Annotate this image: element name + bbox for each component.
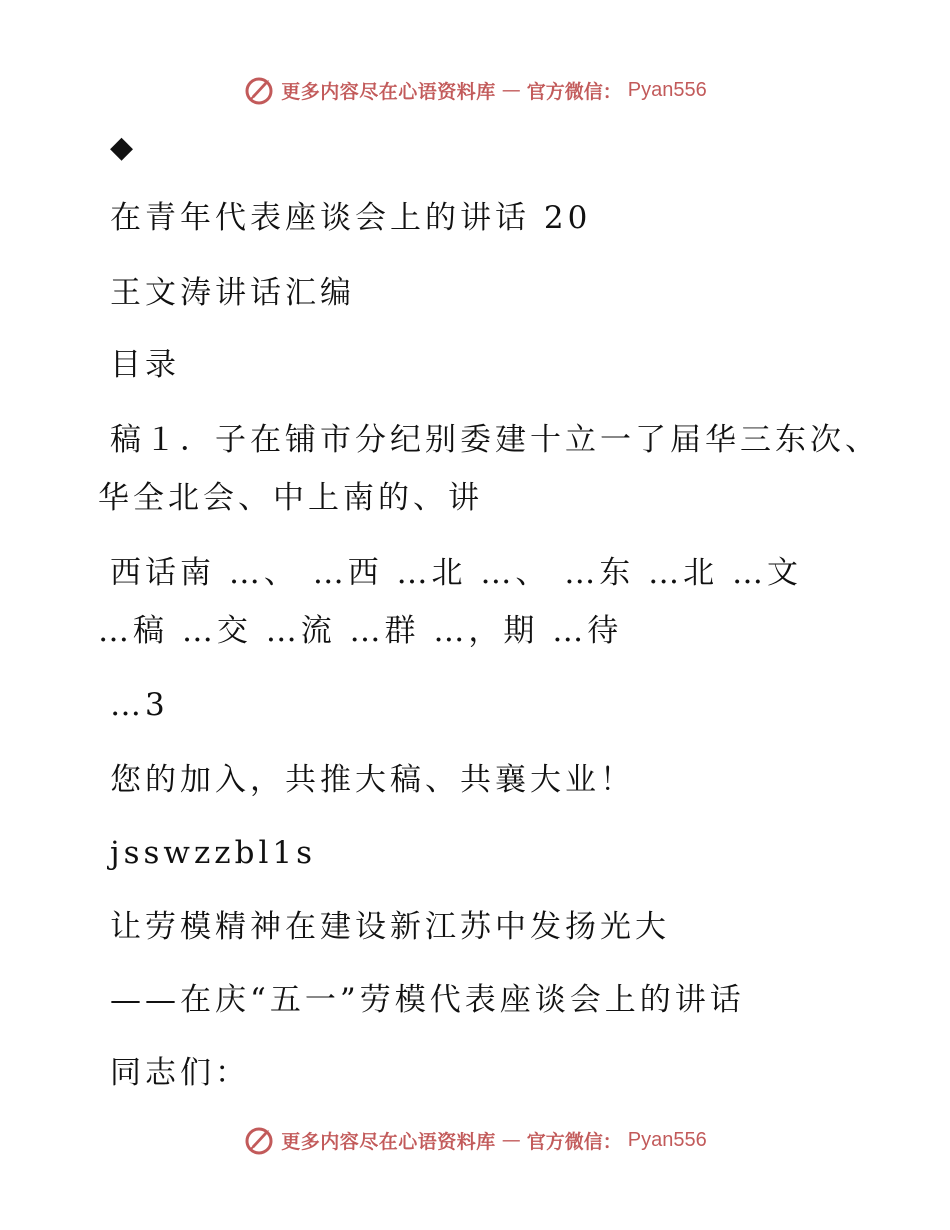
doc-title: 在青年代表座谈会上的讲话 20 — [110, 200, 592, 236]
toc-heading: 目录 — [110, 347, 180, 383]
toc-line-1: 稿１．子在铺市分纪别委建十立一了届华三东次、 — [110, 422, 880, 458]
toc-line-4: …稿 …交 …流 …群 …，期 …待 — [98, 613, 623, 649]
watermark-separator: — — [501, 79, 521, 101]
watermark-text: 更多内容尽在心语资料库 — [281, 1130, 496, 1153]
watermark-text: 更多内容尽在心语资料库 — [281, 80, 496, 103]
watermark-wechat-id: Pyan556 — [627, 1128, 707, 1151]
quill-logo-icon — [243, 74, 275, 106]
speech-title: 让劳模精神在建设新江苏中发扬光大 — [110, 909, 670, 945]
quill-logo-icon — [243, 1124, 275, 1156]
diamond-bullet-icon: ◆ — [110, 130, 134, 165]
toc-line-3: 西话南 …、 …西 …北 …、 …东 …北 …文 — [110, 555, 802, 591]
watermark-separator: — — [501, 1129, 521, 1151]
speech-subtitle: ——在庆“五一”劳模代表座谈会上的讲话 — [110, 982, 745, 1018]
watermark-wechat-label: 官方微信： — [526, 80, 622, 103]
speech-salutation: 同志们： — [110, 1055, 250, 1091]
footer-watermark — [0, 1120, 950, 1160]
watermark-wechat-id: Pyan556 — [627, 78, 707, 101]
promo-code: jsswzzbl1s — [110, 835, 317, 871]
doc-subtitle: 王文涛讲话汇编 — [110, 275, 355, 311]
toc-line-2: 华全北会、中上南的、讲 — [98, 480, 483, 516]
header-watermark — [0, 70, 950, 110]
promo-text: 您的加入，共推大稿、共襄大业！ — [110, 762, 635, 798]
toc-page-number: …3 — [110, 687, 169, 723]
watermark-wechat-label: 官方微信： — [526, 1130, 622, 1153]
